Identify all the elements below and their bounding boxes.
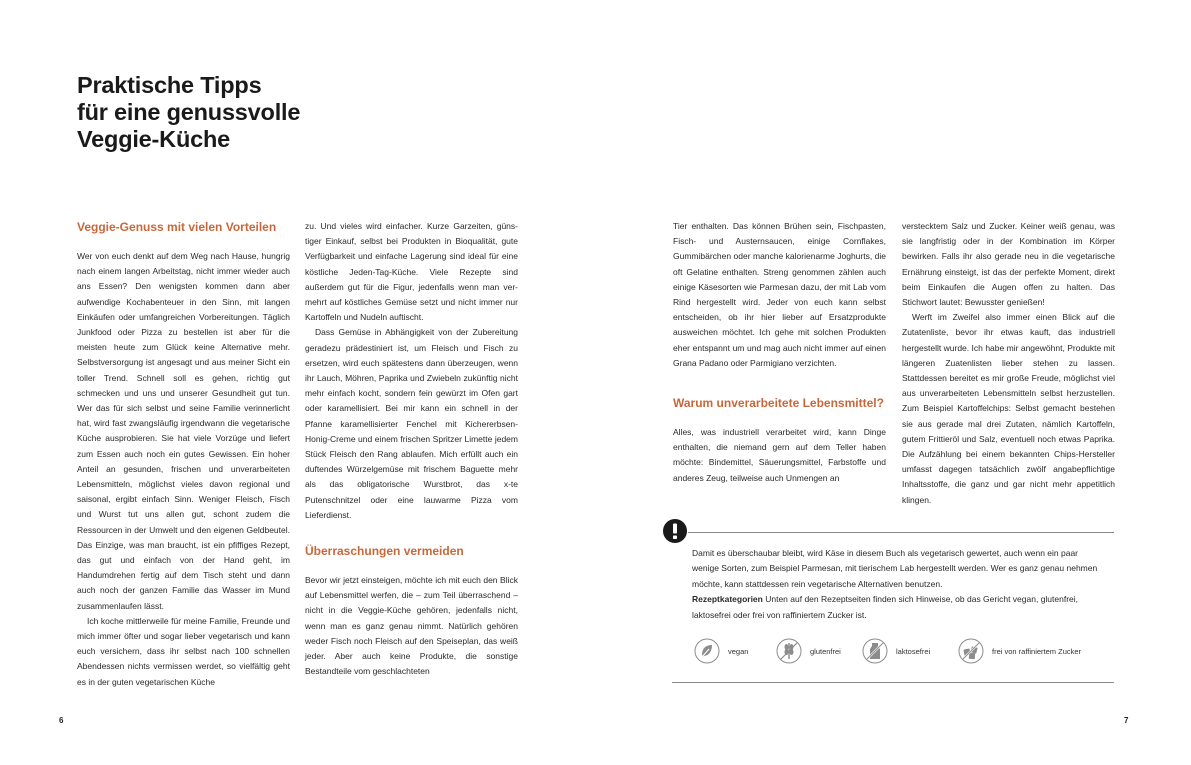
legend-label: frei von raffiniertem Zucker bbox=[992, 646, 1082, 656]
info-category-text: Unten auf den Rezeptseiten finden sich Hinweise, ob das Gericht vegan, glutenfrei, laktosefrei oder frei von raffiniertem Zucker ist. bbox=[692, 594, 1079, 620]
column-2 bbox=[305, 219, 518, 679]
page-number-right: 7 bbox=[1124, 716, 1129, 725]
title-line-2: für eine genussvolle bbox=[77, 99, 301, 125]
legend-label: glutenfrei bbox=[810, 646, 841, 656]
paragraph: Dass Gemüse in Abhängigkeit von der Zubereitung geradezu prädestiniert ist, um Fleisch und Fisch zu ersetzen, wird euch spätestens dann überzeugen, wenn ihr Lauch, Möhren, Paprika und Zwiebeln zukünftig nicht mehr einfach kocht, sondern fein gewürzt im Ofen gart oder karamellisiert. Bei mir kann ein schnell in der Pfanne karamellisierter Fenchel mit Kichererbsen-Honig-Creme und einem frischen Spritzer Limette jedem Stück Fleisch den Rang ablaufen. Mich erfüllt auch ein duftendes Würzelgemüse mit frischem Baguette mehr als das obligatorische Wurstbrot, das x-te Putenschnitzel oder eine lauwarme Pizza vom Lieferdienst. bbox=[305, 327, 518, 520]
glutenfree-icon bbox=[776, 638, 802, 664]
legend-item-glutenfrei bbox=[776, 637, 841, 665]
paragraph: Alles, was industriell verarbeitet wird, kann Dinge enthalten, die niemand gern auf dem Teller haben möchte: Bindemittel, Säuerungsmittel, Farbstoffe und anderes Zeug, teilweise auch Unmengen an bbox=[673, 427, 886, 483]
column-1 bbox=[77, 219, 290, 690]
section-heading-ueberraschungen: Überraschungen vermeiden bbox=[305, 544, 464, 559]
exclamation-icon bbox=[662, 518, 688, 544]
legend-item-vegan bbox=[694, 637, 748, 665]
paragraph: Wer von euch denkt auf dem Weg nach Hause, hungrig nach einem langen Arbeitstag, nicht immer wieder auch ans Essen? Den wenigsten kommen dann aber aufwendige Kochabenteuer in den Sinn, mit langen Einkäufen oder umfangreichen Vorbereitungen. Täglich Junkfood oder Pizza zu bestellen ist aber für die meisten heute zum Glück keine Alternative mehr. Selbstversorgung ist angesagt und aus meiner Sicht ein toller Trend. Schnell soll es gehen, richtig gut schmecken und uns und unserer Gesundheit gut tun. Wer das für sich selbst und seine Familie verinnerlicht hat, wird fast zwangsläufig irgendwann die vegetarische Küche ausprobieren. Sie hat viele Vorzüge und liefert zum Essen auch noch ein gutes Gewissen. Ein hoher Anteil an gesunden, frischen und unverarbeiteten Lebensmitteln, möglichst vieles davon regional und saisonal, ergibt einfach Sinn. Weniger Fleisch, Fisch und Wurst tut uns allen gut, schont zudem die Ressourcen in der Umwelt und den eigenen Geldbeutel. Das Einzige, was man braucht, ist ein pfiffiges Rezept, das gut und einfach von der Hand geht, im Handumdrehen fertig auf dem Tisch steht und dann auch noch der ganzen Familie das Wasser im Mund zusammenlaufen lässt. bbox=[77, 251, 290, 611]
legend-item-zuckerfrei bbox=[958, 637, 1081, 665]
info-box-text bbox=[692, 546, 1106, 623]
legend-label: vegan bbox=[728, 646, 749, 656]
info-box bbox=[672, 532, 1114, 682]
section-heading-unverarbeitet: Warum unverarbeitete Lebensmittel? bbox=[673, 396, 884, 411]
category-legend bbox=[694, 637, 1114, 665]
info-paragraph-categories bbox=[692, 592, 1106, 623]
vegan-icon bbox=[694, 638, 720, 664]
paragraph: zu. Und vieles wird einfacher. Kurze Garzeiten, günstiger Einkauf, selbst bei Produkten in Bioqualität, gute Verfügbarkeit und einfache Lagerung sind ideal für eine köstliche Jeden-Tag-Küche. Viele Rezepte sind außerdem gut für die Figur, jedenfalls wenn man vermehrt auf köstliches Gemüse setzt und nicht immer nur Kartoffeln und Nudeln auftischt. bbox=[305, 221, 518, 323]
lactosefree-icon bbox=[862, 638, 888, 664]
info-box-top-rule bbox=[672, 532, 1114, 533]
legend-item-laktosefrei bbox=[862, 637, 930, 665]
page-title bbox=[77, 72, 300, 153]
paragraph: verstecktem Salz und Zucker. Keiner weiß genau, was sie langfristig oder in der Kombination im Körper bewirken. Falls ihr also gerade neu in die vegetarische Ernährung einsteigt, ist das der perfekte Moment, direkt beim Einkaufen die Augen offen zu halten. Das Stichwort lautet: Bewusster genießen! bbox=[902, 221, 1115, 308]
column-4 bbox=[902, 219, 1115, 508]
paragraph: Werft im Zweifel also immer einen Blick auf die Zutatenliste, bevor ihr etwas kauft, das industriell hergestellt wurde. Ich habe mir angewöhnt, Produkte mit längeren Zuatenlisten lieber stehen zu lassen. Stattdessen bereitet es mir große Freude, möglichst viel aus unverarbeiteten Lebensmitteln selbst herzustellen. Zum Beispiel Kartoffelchips: Selbst gemacht bestehen sie aus gerade mal drei Zutaten, nämlich Kartoffeln, gutem Frittieröl und Salz, eventuell noch etwas Paprika. Die Aufzählung bei einem bekannten Chips-Hersteller umfasst dagegen tatsächlich zwölf angabepflichtige Inhaltsstoffe, die ganz und gar nicht mehr appetitlich klingen. bbox=[902, 312, 1115, 505]
paragraph: Ich koche mittlerweile für meine Familie, Freunde und mich immer öfter und sogar lieber vegetarisch und kann euch versichern, dass ihr selbst nach 100 schnellen Abendessen nichts vermissen werdet, so vielfältig geht es in der guten vegetarischen Küche bbox=[77, 615, 290, 687]
info-paragraph: Damit es überschaubar bleibt, wird Käse in diesem Buch als vegetarisch gewertet, auch wenn ein paar wenige Sorten, zum Beispiel Parmesan, mit tierischem Lab hergestellt werden. Wer es ganz genau nehmen möchte, kann stattdessen rein vegetarische Alternativen benutzen. bbox=[692, 548, 1098, 589]
sugarfree-icon bbox=[958, 638, 984, 664]
title-line-1: Praktische Tipps bbox=[77, 72, 262, 98]
column-3 bbox=[673, 219, 886, 486]
legend-label: laktosefrei bbox=[896, 646, 931, 656]
title-line-3: Veggie-Küche bbox=[77, 126, 231, 152]
paragraph: Bevor wir jetzt einsteigen, möchte ich mit euch den Blick auf Lebensmittel werfen, die – zum Teil überraschend – nicht in die Veggie-Küche gehören, jedenfalls nicht, wenn man es ganz genau nimmt. Natürlich gehören weder Fisch noch Fleisch auf den Speiseplan, das weiß jeder. Aber auch keine Produkte, die sonstige Bestandteile vom geschlachteten bbox=[305, 575, 518, 677]
page-number-left: 6 bbox=[59, 716, 64, 725]
paragraph: Tier enthalten. Das können Brühen sein, Fischpasten, Fisch- und Austernsaucen, einige Cornflakes, Gummibärchen oder manche kalorienarme Joghurts, die oft Gelatine enthalten. Streng genommen zählen auch einige Käsesorten wie Parmesan dazu, der mit Lab vom Rind hergestellt wird. Jeder von euch kann selbst entscheiden, ob ihr hier lieber auf Ersatzprodukte ausweichen möchtet. Ich gehe mit solchen Produkten eher entspannt um und mag auch nicht immer auf einen Grana Padano oder Parmigiano verzichten. bbox=[673, 221, 886, 368]
info-box-bottom-rule bbox=[672, 682, 1114, 683]
info-bold-label: Rezeptkategorien bbox=[692, 594, 763, 605]
section-heading-vorteile: Veggie-Genuss mit vielen Vorteilen bbox=[77, 220, 277, 234]
